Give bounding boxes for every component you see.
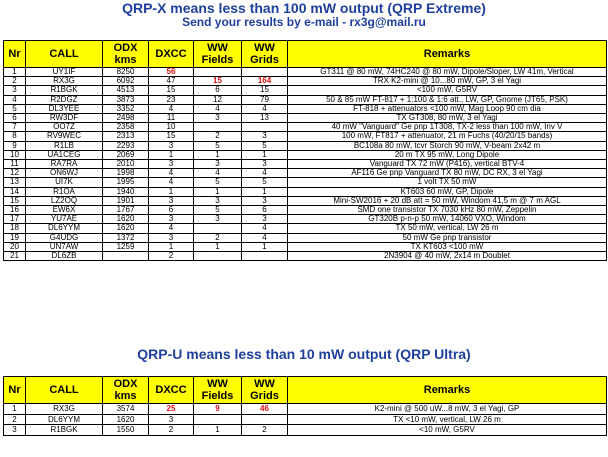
- cell-call: DL3YEE: [26, 104, 103, 113]
- cell-grids: [242, 123, 288, 132]
- table-row: [4, 233, 607, 242]
- cell-fields: 12: [194, 95, 242, 104]
- cell-dxcc: 15: [149, 132, 194, 141]
- cell-odx: 2313: [103, 132, 149, 141]
- cell-dxcc: 11: [149, 114, 194, 123]
- cell-dxcc: 15: [149, 86, 194, 95]
- cell-call: RX3G: [26, 77, 103, 86]
- cell-nr: 18: [4, 224, 26, 233]
- qrp-x-title: QRP-X means less than 100 mW output (QRP Extreme): [122, 0, 486, 16]
- table-row: [4, 242, 607, 251]
- cell-odx: [103, 252, 149, 261]
- cell-nr: 10: [4, 150, 26, 159]
- cell-call: G4UDG: [26, 233, 103, 242]
- cell-dxcc: 4: [149, 169, 194, 178]
- cell-dxcc: 4: [149, 178, 194, 187]
- cell-dxcc: 2: [149, 425, 194, 436]
- cell-fields: 1: [194, 242, 242, 251]
- cell-dxcc: 10: [149, 123, 194, 132]
- header-odx: ODX kms: [103, 377, 149, 404]
- cell-odx: 1620: [103, 215, 149, 224]
- table-row: [4, 187, 607, 196]
- cell-odx: 4513: [103, 86, 149, 95]
- table-row: [4, 123, 607, 132]
- cell-nr: 13: [4, 178, 26, 187]
- cell-call: R2DGZ: [26, 95, 103, 104]
- cell-call: UI7K: [26, 178, 103, 187]
- cell-dxcc: 3: [149, 196, 194, 205]
- cell-remarks: TX GT308, 80 mW, 3 el Yagi: [288, 114, 607, 123]
- cell-call: R1OA: [26, 187, 103, 196]
- table-row: [4, 77, 607, 86]
- header-call: CALL: [26, 377, 103, 404]
- cell-grids: 3: [242, 215, 288, 224]
- table-row: [4, 178, 607, 187]
- cell-odx: 1901: [103, 196, 149, 205]
- table-row: [4, 414, 607, 425]
- header-ww-grids: WW Grids: [242, 41, 288, 68]
- table-row: [4, 141, 607, 150]
- cell-nr: 11: [4, 160, 26, 169]
- cell-remarks: GT320B p-n-p 50 mW, 14060 VXO, Windom: [288, 215, 607, 224]
- cell-nr: 14: [4, 187, 26, 196]
- cell-call: UN7AW: [26, 242, 103, 251]
- cell-fields: [194, 224, 242, 233]
- cell-odx: 2010: [103, 160, 149, 169]
- cell-grids: 79: [242, 95, 288, 104]
- cell-remarks: 100 mW, FT817 + attenuator, 21 m Fuchs (40/20/15 bands): [288, 132, 607, 141]
- cell-grids: 4: [242, 104, 288, 113]
- cell-grids: 6: [242, 206, 288, 215]
- cell-remarks: 50 mW Ge pnp transistor: [288, 233, 607, 242]
- cell-remarks: 2N3904 @ 40 mW, 2x14 m Doublet: [288, 252, 607, 261]
- cell-fields: 9: [194, 404, 242, 415]
- table-row: [4, 169, 607, 178]
- table-row: [4, 252, 607, 261]
- cell-nr: 7: [4, 123, 26, 132]
- cell-nr: 2: [4, 414, 26, 425]
- cell-remarks: AF116 Ge pnp Vanguard TX 80 mW, DC RX, 3 el Yagi: [288, 169, 607, 178]
- cell-dxcc: 1: [149, 242, 194, 251]
- cell-dxcc: 2: [149, 252, 194, 261]
- cell-fields: 3: [194, 215, 242, 224]
- cell-remarks: K2-mini @ 500 uW...8 mW, 3 el Yagi, GP: [288, 404, 607, 415]
- cell-fields: 3: [194, 114, 242, 123]
- cell-fields: 5: [194, 206, 242, 215]
- qrp-u-title: QRP-U means less than 10 mW output (QRP Ultra): [137, 346, 471, 362]
- cell-remarks: 40 mW "Vanguard" Ge pnp 1T308, TX-2 less than 100 mW, Inv V: [288, 123, 607, 132]
- cell-fields: 4: [194, 104, 242, 113]
- cell-remarks: SMD one transistor TX 7030 kHz 80 mW, Zeppelin: [288, 206, 607, 215]
- cell-fields: 5: [194, 178, 242, 187]
- cell-remarks: 1 volt TX 50 mW: [288, 178, 607, 187]
- cell-dxcc: 4: [149, 104, 194, 113]
- cell-remarks: TX KT603 <100 mW: [288, 242, 607, 251]
- cell-remarks: GT311 @ 80 mW, 74HC240 @ 80 mW, Dipole/Sloper, LW 41m, Vertical: [288, 68, 607, 77]
- cell-dxcc: 23: [149, 95, 194, 104]
- header-ww-fields: WW Fields: [194, 377, 242, 404]
- cell-fields: 3: [194, 196, 242, 205]
- table-row: [4, 68, 607, 77]
- cell-call: UY1IF: [26, 68, 103, 77]
- header-call: CALL: [26, 41, 103, 68]
- cell-nr: 4: [4, 95, 26, 104]
- cell-dxcc: 56: [149, 68, 194, 77]
- table-row: [4, 224, 607, 233]
- table-row: [4, 95, 607, 104]
- cell-dxcc: 47: [149, 77, 194, 86]
- table-row: [4, 404, 607, 415]
- cell-call: RA7RA: [26, 160, 103, 169]
- cell-odx: 2498: [103, 114, 149, 123]
- table-row: [4, 160, 607, 169]
- header-odx: ODX kms: [103, 41, 149, 68]
- cell-odx: 3574: [103, 404, 149, 415]
- cell-odx: 6092: [103, 77, 149, 86]
- cell-nr: 1: [4, 404, 26, 415]
- cell-call: LZ2OQ: [26, 196, 103, 205]
- cell-nr: 21: [4, 252, 26, 261]
- table-row: [4, 206, 607, 215]
- cell-nr: 12: [4, 169, 26, 178]
- table-row: [4, 114, 607, 123]
- header-nr: Nr: [4, 377, 26, 404]
- qrp-x-header-row: [4, 41, 607, 68]
- cell-grids: 15: [242, 86, 288, 95]
- cell-remarks: 20 m TX 95 mW, Long Dipole: [288, 150, 607, 159]
- table-row: [4, 132, 607, 141]
- cell-odx: 1372: [103, 233, 149, 242]
- cell-odx: 3873: [103, 95, 149, 104]
- cell-fields: 1: [194, 150, 242, 159]
- qrp-u-header-row: [4, 377, 607, 404]
- cell-odx: 8250: [103, 68, 149, 77]
- cell-dxcc: 3: [149, 215, 194, 224]
- cell-nr: 20: [4, 242, 26, 251]
- cell-dxcc: 1: [149, 187, 194, 196]
- cell-nr: 1: [4, 68, 26, 77]
- table-row: [4, 215, 607, 224]
- cell-odx: 1620: [103, 224, 149, 233]
- cell-dxcc: 6: [149, 206, 194, 215]
- cell-call: DL6ZB: [26, 252, 103, 261]
- cell-grids: 164: [242, 77, 288, 86]
- cell-fields: [194, 414, 242, 425]
- cell-grids: 1: [242, 242, 288, 251]
- cell-nr: 2: [4, 77, 26, 86]
- header-remarks: Remarks: [288, 41, 607, 68]
- cell-grids: 3: [242, 132, 288, 141]
- cell-call: DL6YYM: [26, 414, 103, 425]
- email-subtitle: Send your results by e-mail - rx3g@mail.ru: [182, 15, 426, 29]
- header-dxcc: DXCC: [149, 41, 194, 68]
- cell-nr: 15: [4, 196, 26, 205]
- cell-grids: 4: [242, 169, 288, 178]
- cell-grids: [242, 68, 288, 77]
- header-dxcc: DXCC: [149, 377, 194, 404]
- cell-remarks: Vanguard TX 72 mW (P416), vertical BTV-4: [288, 160, 607, 169]
- cell-odx: 1620: [103, 414, 149, 425]
- cell-remarks: BC108a 80 mW, tcvr Storch 90 mW, V-beam 2x42 m: [288, 141, 607, 150]
- cell-fields: [194, 252, 242, 261]
- cell-odx: 1550: [103, 425, 149, 436]
- cell-call: RV9WEC: [26, 132, 103, 141]
- cell-nr: 5: [4, 104, 26, 113]
- cell-grids: 2: [242, 425, 288, 436]
- cell-odx: 2293: [103, 141, 149, 150]
- cell-nr: 17: [4, 215, 26, 224]
- cell-grids: 1: [242, 150, 288, 159]
- cell-grids: 5: [242, 178, 288, 187]
- qrp-u-table: [3, 376, 607, 436]
- header-remarks: Remarks: [288, 377, 607, 404]
- cell-fields: 6: [194, 86, 242, 95]
- cell-nr: 3: [4, 425, 26, 436]
- cell-grids: [242, 252, 288, 261]
- cell-remarks: <10 mW, G5RV: [288, 425, 607, 436]
- cell-nr: 19: [4, 233, 26, 242]
- cell-grids: 4: [242, 233, 288, 242]
- cell-call: R1BGK: [26, 425, 103, 436]
- cell-grids: 3: [242, 196, 288, 205]
- cell-odx: 1998: [103, 169, 149, 178]
- cell-remarks: Mini-SW2016 + 20 dB att = 50 mW, Windom 41,5 m @ 7 m AGL: [288, 196, 607, 205]
- cell-remarks: <100 mW, G5RV: [288, 86, 607, 95]
- cell-odx: 1940: [103, 187, 149, 196]
- header-nr: Nr: [4, 41, 26, 68]
- cell-fields: 1: [194, 425, 242, 436]
- cell-grids: 4: [242, 224, 288, 233]
- cell-remarks: TX <10 mW, vertical, LW 26 m: [288, 414, 607, 425]
- cell-call: R1LB: [26, 141, 103, 150]
- cell-call: EW6X: [26, 206, 103, 215]
- cell-dxcc: 3: [149, 141, 194, 150]
- table-row: [4, 425, 607, 436]
- cell-fields: 15: [194, 77, 242, 86]
- cell-odx: 1767: [103, 206, 149, 215]
- table-row: [4, 196, 607, 205]
- cell-odx: 3352: [103, 104, 149, 113]
- cell-call: YU7AE: [26, 215, 103, 224]
- cell-fields: 1: [194, 187, 242, 196]
- cell-call: RX3G: [26, 404, 103, 415]
- cell-fields: 2: [194, 233, 242, 242]
- cell-dxcc: 4: [149, 224, 194, 233]
- cell-dxcc: 25: [149, 404, 194, 415]
- cell-fields: 5: [194, 141, 242, 150]
- cell-call: R1BGK: [26, 86, 103, 95]
- cell-nr: 6: [4, 114, 26, 123]
- cell-grids: 1: [242, 187, 288, 196]
- cell-grids: 46: [242, 404, 288, 415]
- cell-nr: 16: [4, 206, 26, 215]
- header-ww-grids: WW Grids: [242, 377, 288, 404]
- cell-fields: 2: [194, 132, 242, 141]
- cell-call: ON6WJ: [26, 169, 103, 178]
- cell-fields: 3: [194, 160, 242, 169]
- cell-remarks: TX 50 mW, vertical, LW 26 m: [288, 224, 607, 233]
- cell-fields: [194, 123, 242, 132]
- table-row: [4, 104, 607, 113]
- cell-grids: 3: [242, 160, 288, 169]
- cell-fields: [194, 68, 242, 77]
- cell-nr: 8: [4, 132, 26, 141]
- cell-dxcc: 3: [149, 160, 194, 169]
- cell-call: RW3DF: [26, 114, 103, 123]
- cell-call: DL6YYM: [26, 224, 103, 233]
- qrp-x-table: [3, 40, 607, 261]
- table-row: [4, 86, 607, 95]
- cell-dxcc: 1: [149, 150, 194, 159]
- header-ww-fields: WW Fields: [194, 41, 242, 68]
- cell-dxcc: 3: [149, 233, 194, 242]
- cell-odx: 2358: [103, 123, 149, 132]
- cell-remarks: 50 & 85 mW FT-817 + 1:100 & 1:6 att., LW, GP, Gnome (JT65, PSK): [288, 95, 607, 104]
- cell-grids: 5: [242, 141, 288, 150]
- cell-fields: 4: [194, 169, 242, 178]
- cell-grids: [242, 414, 288, 425]
- cell-odx: 1259: [103, 242, 149, 251]
- cell-remarks: TRX K2-mini @ 10...80 mW, GP, 3 el Yagi: [288, 77, 607, 86]
- cell-odx: 2069: [103, 150, 149, 159]
- cell-dxcc: 3: [149, 414, 194, 425]
- cell-nr: 3: [4, 86, 26, 95]
- cell-grids: 13: [242, 114, 288, 123]
- cell-remarks: KT603 60 mW, GP, Dipole: [288, 187, 607, 196]
- cell-odx: 1995: [103, 178, 149, 187]
- cell-call: UA1CEG: [26, 150, 103, 159]
- cell-nr: 9: [4, 141, 26, 150]
- cell-remarks: FT-818 + attenuators <100 mW, Mag Loop 90 cm dia: [288, 104, 607, 113]
- cell-call: OO7Z: [26, 123, 103, 132]
- table-row: [4, 150, 607, 159]
